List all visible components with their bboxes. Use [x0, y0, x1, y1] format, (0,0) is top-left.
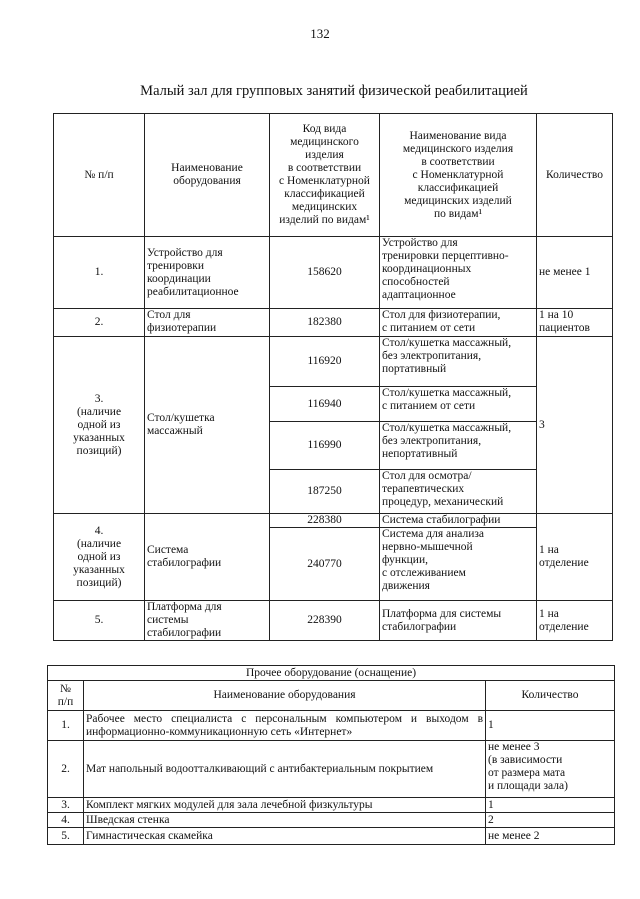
- row-name: Стол/кушетка массажный: [145, 337, 270, 514]
- row-num: 4. (наличие одной из указанных позиций): [54, 514, 145, 601]
- row-qty: 2: [486, 813, 615, 828]
- row-kind: Стол для физиотерапии, с питанием от сети: [380, 309, 537, 337]
- header-code: Код вида медицинского изделия в соответствии с Номенклатурной классификацией медицинских изделий по видам¹: [270, 114, 380, 237]
- row-code: 116940: [270, 387, 380, 422]
- header-num: № п/п: [48, 681, 84, 711]
- row-code: 116920: [270, 337, 380, 387]
- row-qty: не менее 3 (в зависимости от размера мата и площади зала): [486, 741, 615, 798]
- equipment-table: [53, 113, 613, 641]
- row-kind: Платформа для системы стабилографии: [380, 601, 537, 641]
- row-name: Стол для физиотерапии: [145, 309, 270, 337]
- table-header-row: [48, 681, 615, 711]
- row-kind: Система стабилографии: [380, 514, 537, 528]
- other-equipment-table: [47, 665, 615, 845]
- row-qty: 1 на 10 пациентов: [537, 309, 613, 337]
- table-row: [48, 828, 615, 845]
- row-qty: 1 на отделение: [537, 514, 613, 601]
- row-num: 2.: [48, 741, 84, 798]
- row-num: 4.: [48, 813, 84, 828]
- row-qty: 1 на отделение: [537, 601, 613, 641]
- row-kind: Устройство для тренировки перцептивно- координационных способностей адаптационное: [380, 237, 537, 309]
- row-num: 1.: [54, 237, 145, 309]
- row-qty: не менее 2: [486, 828, 615, 845]
- row-code: 182380: [270, 309, 380, 337]
- page-number: 132: [310, 26, 330, 41]
- row-code: 228380: [270, 514, 380, 528]
- row-num: 5.: [48, 828, 84, 845]
- row-name: Комплект мягких модулей для зала лечебной физкультуры: [84, 798, 486, 813]
- row-num: 3.: [48, 798, 84, 813]
- row-name: Рабочее место специалиста с персональным компьютером и выходом в информационно-коммуникационную сеть «Интернет»: [84, 711, 486, 741]
- row-num: 3. (наличие одной из указанных позиций): [54, 337, 145, 514]
- table-caption-row: [48, 666, 615, 681]
- row-name: Система стабилографии: [145, 514, 270, 601]
- row-name: Гимнастическая скамейка: [84, 828, 486, 845]
- table-header-row: [54, 114, 613, 237]
- header-kind: Наименование вида медицинского изделия в соответствии с Номенклатурной классификацией медицинских изделий по видам¹: [380, 114, 537, 237]
- table-row: [54, 514, 613, 528]
- row-kind: Стол для осмотра/ терапевтических процедур, механический: [380, 470, 537, 514]
- header-num: № п/п: [54, 114, 145, 237]
- row-qty: 1: [486, 798, 615, 813]
- row-num: 1.: [48, 711, 84, 741]
- row-name: Платформа для системы стабилографии: [145, 601, 270, 641]
- table-row: [48, 741, 615, 798]
- row-num: 5.: [54, 601, 145, 641]
- section-title: Малый зал для групповых занятий физической реабилитацией: [140, 83, 528, 99]
- table-row: [48, 813, 615, 828]
- table-caption: Прочее оборудование (оснащение): [48, 666, 615, 681]
- table-row: [48, 711, 615, 741]
- row-code: 228390: [270, 601, 380, 641]
- header-qty: Количество: [486, 681, 615, 711]
- row-name: Устройство для тренировки координации реабилитационное: [145, 237, 270, 309]
- row-kind: Система для анализа нервно-мышечной функции, с отслеживанием движения: [380, 528, 537, 601]
- header-name: Наименование оборудования: [84, 681, 486, 711]
- row-kind: Стол/кушетка массажный, без электропитания, портативный: [380, 337, 537, 387]
- row-code: 116990: [270, 422, 380, 470]
- row-name: Мат напольный водоотталкивающий с антибактериальным покрытием: [84, 741, 486, 798]
- row-num: 2.: [54, 309, 145, 337]
- row-code: 158620: [270, 237, 380, 309]
- table-row: [54, 237, 613, 309]
- header-name: Наименование оборудования: [145, 114, 270, 237]
- table-row: [54, 337, 613, 387]
- row-qty: 3: [537, 337, 613, 514]
- row-code: 240770: [270, 528, 380, 601]
- table-row: [54, 601, 613, 641]
- header-qty: Количество: [537, 114, 613, 237]
- table-row: [48, 798, 615, 813]
- row-kind: Стол/кушетка массажный, без электропитания, непортативный: [380, 422, 537, 470]
- row-qty: не менее 1: [537, 237, 613, 309]
- row-kind: Стол/кушетка массажный, с питанием от сети: [380, 387, 537, 422]
- row-code: 187250: [270, 470, 380, 514]
- row-qty: 1: [486, 711, 615, 741]
- row-name: Шведская стенка: [84, 813, 486, 828]
- table-row: [54, 309, 613, 337]
